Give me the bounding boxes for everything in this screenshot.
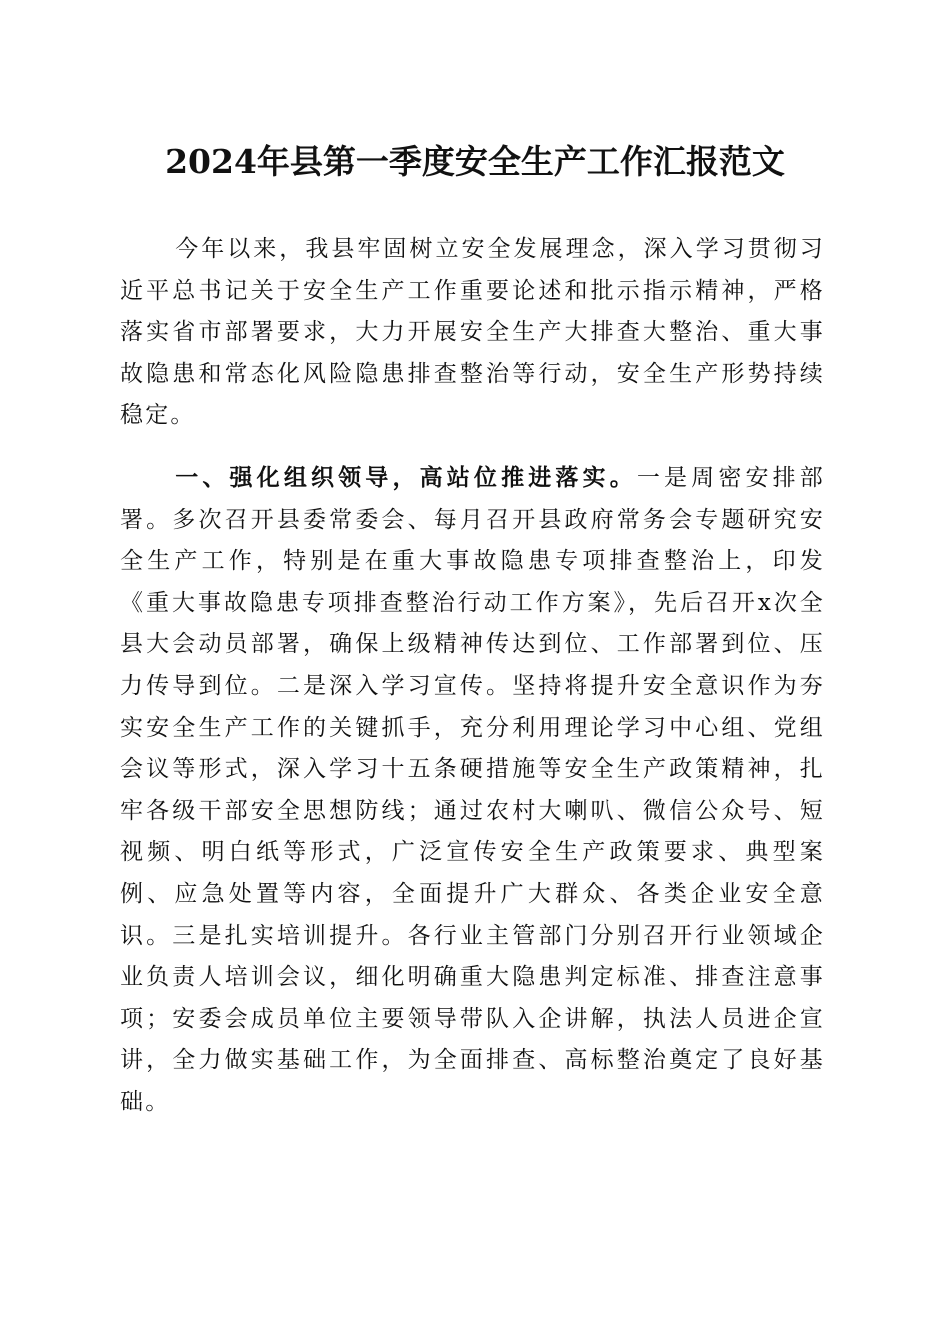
intro-paragraph: 今年以来，我县牢固树立安全发展理念，深入学习贯彻习近平总书记关于安全生产工作重要论述和批示指示精神，严格落实省市部署要求，大力开展安全生产大排查大整治、重大事故隐患和常态化风险隐患排查整治等行动，安全生产形势持续稳定。 (120, 236, 825, 429)
section-1-paragraph (120, 458, 825, 1124)
document-title: 2024年县第一季度安全生产工作汇报范文 (165, 142, 785, 181)
section-1-body: 一是周密安排部署。多次召开县委常委会、每月召开县政府常务会专题研究安全生产工作，特别是在重大事故隐患专项排查整治上，印发《重大事故隐患专项排查整治行动工作方案》，先后召开x次全县大会动员部署，确保上级精神传达到位、工作部署到位、压力传导到位。二是深入学习宣传。坚持将提升安全意识作为夯实安全生产工作的关键抓手，充分利用理论学习中心组、党组会议等形式，深入学习十五条硬措施等安全生产政策精神，扎牢各级干部安全思想防线；通过农村大喇叭、微信公众号、短视频、明白纸等形式，广泛宣传安全生产政策要求、典型案例、应急处置等内容，全面提升广大群众、各类企业安全意识。三是扎实培训提升。各行业主管部门分别召开行业领域企业负责人培训会议，细化明确重大隐患判定标准、排查注意事项；安委会成员单位主要领导带队入企讲解，执法人员进企宣讲，全力做实基础工作，为全面排查、高标整治奠定了良好基础。 (120, 465, 825, 1115)
section-1-heading: 一、强化组织领导，高站位推进落实。 (175, 465, 637, 491)
